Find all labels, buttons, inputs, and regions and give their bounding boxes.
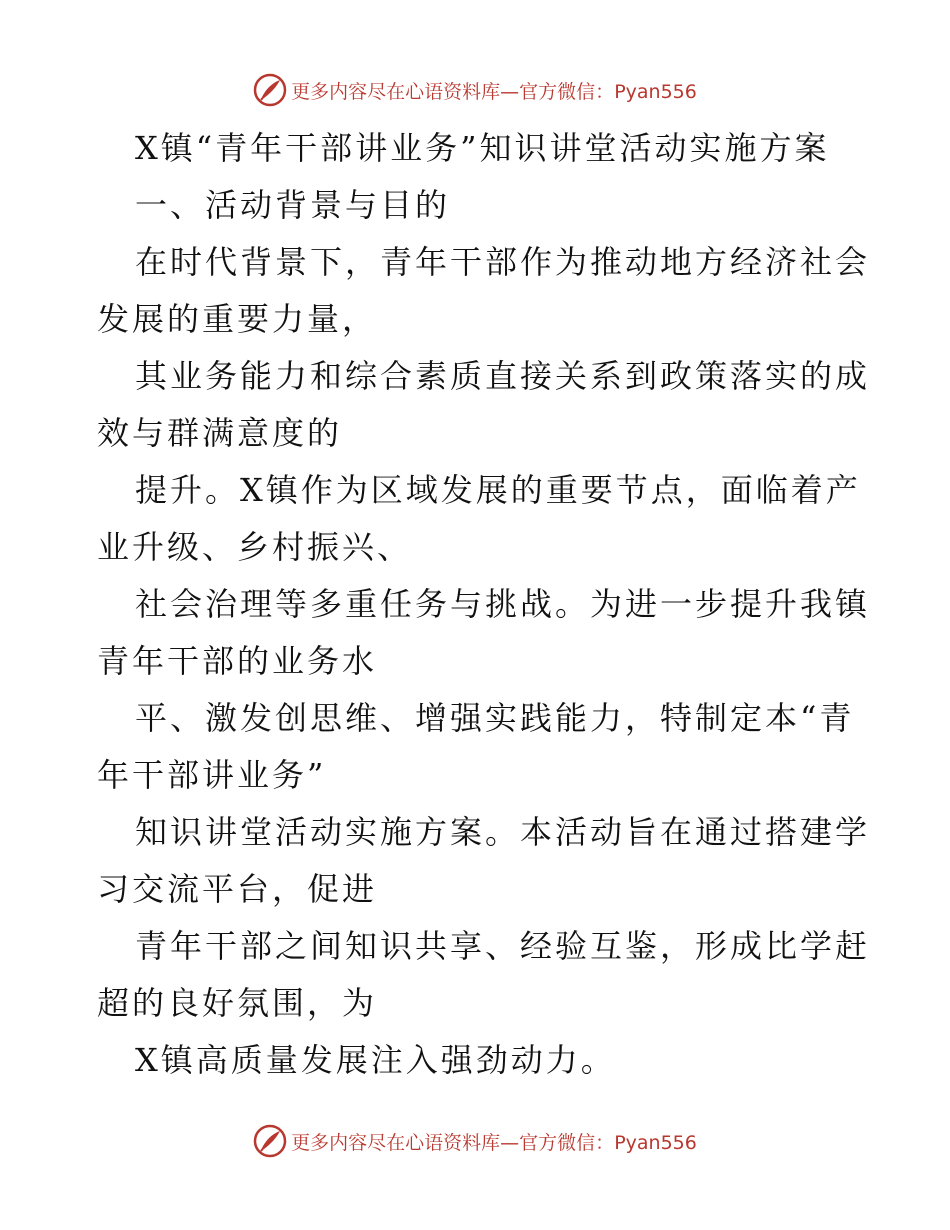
paragraph-line: 效与群满意度的 xyxy=(97,414,343,452)
paragraph-line: 平、激发创思维、增强实践能力，特制定本“青 xyxy=(135,699,855,737)
paragraph-line: 青年干部的业务水 xyxy=(97,642,378,680)
quill-logo-icon xyxy=(253,1124,287,1158)
paragraph-line: 业升级、乡村振兴、 xyxy=(97,528,413,566)
watermark-text: 更多内容尽在心语资料库—官方微信：Pyan556 xyxy=(291,80,697,103)
paragraph-line: 年干部讲业务” xyxy=(97,756,327,794)
paragraph-line: 其业务能力和综合素质直接关系到政策落实的成 xyxy=(135,357,871,395)
watermark-banner-top xyxy=(0,70,950,110)
paragraph-line: X镇高质量发展注入强劲动力。 xyxy=(135,1041,616,1079)
paragraph-line: 社会治理等多重任务与挑战。为进一步提升我镇 xyxy=(135,585,871,623)
watermark-banner-bottom xyxy=(0,1121,950,1161)
paragraph-line: 发展的重要力量， xyxy=(97,300,378,338)
paragraph-line: 在时代背景下，青年干部作为推动地方经济社会 xyxy=(135,243,871,281)
paragraph-line: 超的良好氛围，为 xyxy=(97,984,378,1022)
document-title: X镇“青年干部讲业务”知识讲堂活动实施方案 xyxy=(135,129,830,167)
quill-logo-icon xyxy=(253,73,287,107)
paragraph-line: 提升。X镇作为区域发展的重要节点，面临着产 xyxy=(135,471,861,509)
paragraph-line: 青年干部之间知识共享、经验互鉴，形成比学赶 xyxy=(135,927,871,965)
section-heading: 一、活动背景与目的 xyxy=(135,186,451,224)
watermark-text: 更多内容尽在心语资料库—官方微信：Pyan556 xyxy=(291,1131,697,1154)
paragraph-line: 习交流平台，促进 xyxy=(97,870,378,908)
paragraph-line: 知识讲堂活动实施方案。本活动旨在通过搭建学 xyxy=(135,813,871,851)
